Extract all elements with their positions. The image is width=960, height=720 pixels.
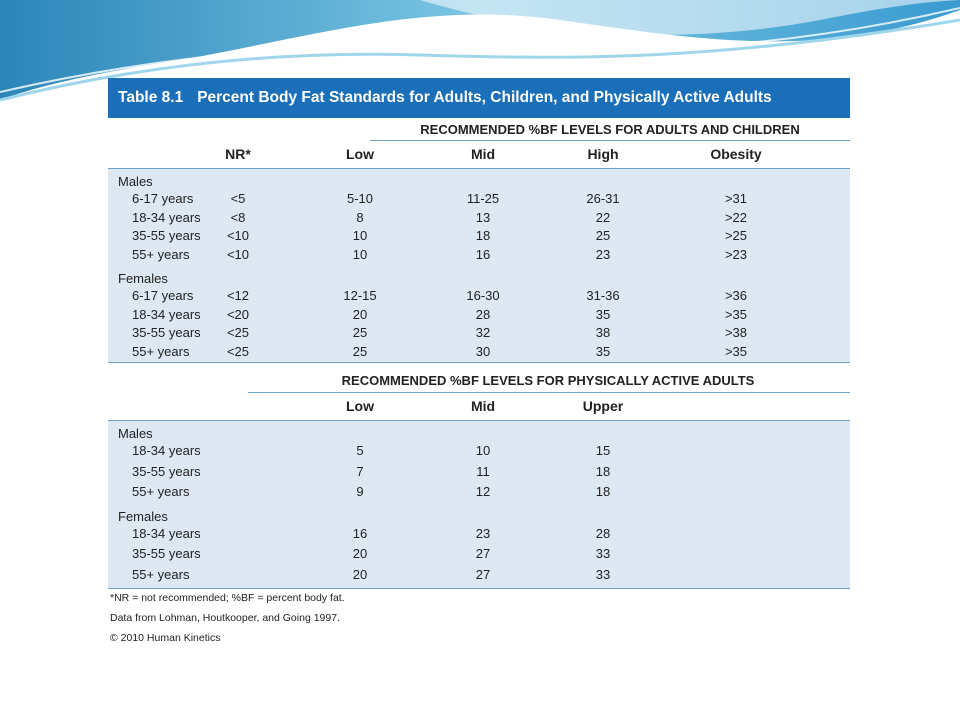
section2-cell: 9 [356, 484, 364, 499]
section1-title-rule [370, 140, 850, 141]
section1-cell: 31-36 [586, 288, 620, 303]
section1-row-label: 6-17 years [132, 191, 194, 206]
section1-cell: 35 [595, 343, 611, 359]
section1-cell: 32 [475, 325, 491, 340]
section1-cell: 10 [352, 246, 368, 262]
table-caption [108, 78, 850, 118]
section1-row-label: 55+ years [132, 246, 190, 262]
section1-cell: >22 [724, 209, 748, 225]
section2-bottom-rule [108, 588, 850, 589]
section1-cell: 23 [595, 246, 611, 262]
section2-cell: 23 [475, 525, 491, 541]
section1-cell: 16 [475, 246, 491, 262]
section1-cell: 20 [352, 306, 368, 322]
section1-cell: <20 [226, 306, 250, 322]
section2-group-label: Females [118, 508, 168, 524]
section2-cell: 12 [475, 484, 491, 499]
section1-row-label: 35-55 years [132, 228, 201, 243]
table-footnote: Data from Lohman, Houtkooper, and Going 1997. [110, 612, 340, 624]
section1-header-1: Low [346, 146, 374, 162]
section1-cell: <12 [226, 288, 250, 303]
section1-cell: 11-25 [466, 191, 500, 206]
section2-cell: 18 [595, 484, 611, 499]
table-footnote: © 2010 Human Kinetics [110, 632, 221, 644]
section1-cell: >35 [724, 306, 748, 322]
section1-cell: >38 [724, 325, 748, 340]
section1-title: RECOMMENDED %BF LEVELS FOR ADULTS AND CHILDREN [420, 122, 800, 137]
section2-cell: 18 [595, 463, 611, 479]
section2-cell: 20 [352, 546, 368, 561]
section1-row-label: 35-55 years [132, 325, 201, 340]
section1-group-label: Males [118, 174, 153, 189]
section2-cell: 27 [475, 546, 491, 561]
section1-cell: 10 [352, 228, 368, 243]
section2-cell: 11 [476, 463, 490, 479]
section1-row-label: 6-17 years [132, 288, 194, 303]
section1-cell: 30 [475, 343, 491, 359]
section1-cell: >23 [724, 246, 748, 262]
section2-header-1: Mid [470, 398, 496, 414]
section2-cell: 15 [595, 443, 611, 458]
section1-bottom-rule [108, 362, 850, 363]
section1-group-label: Females [118, 271, 168, 286]
section1-row-label: 18-34 years [132, 209, 201, 225]
section2-header-0: Low [346, 398, 374, 414]
section2-row-label: 55+ years [132, 484, 190, 499]
section1-cell: 28 [475, 306, 491, 322]
section1-header-3: High [587, 146, 619, 162]
section1-cell: >36 [724, 288, 748, 303]
section1-cell: 25 [352, 325, 368, 340]
section2-cell: 7 [356, 463, 364, 479]
slide-title: Ta [52, 129, 103, 182]
section2-row-label: 55+ years [132, 566, 190, 582]
section2-title: RECOMMENDED %BF LEVELS FOR PHYSICALLY ACTIVE ADULTS [341, 373, 755, 388]
section2-cell: 33 [595, 546, 611, 561]
section2-row-label: 18-34 years [132, 443, 201, 458]
section1-cell: 5-10 [346, 191, 374, 206]
section2-header-2: Upper [582, 398, 624, 414]
section2-cell: 10 [475, 443, 491, 458]
section1-header-0: NR* [225, 146, 251, 162]
section1-cell: <25 [226, 343, 250, 359]
section1-cell: <8 [230, 209, 246, 225]
section1-cell: 13 [475, 209, 491, 225]
table-number: Table 8.1 [118, 89, 184, 106]
section2-cell: 16 [352, 525, 368, 541]
section1-header-2: Mid [470, 146, 496, 162]
section1-cell: 25 [352, 343, 368, 359]
section1-cell: >31 [724, 191, 748, 206]
section2-title-rule [248, 392, 850, 393]
section1-cell: <10 [226, 246, 250, 262]
section1-cell: 35 [595, 306, 611, 322]
section2-row-label: 18-34 years [132, 525, 201, 541]
section1-cell: 25 [595, 228, 611, 243]
section2-row-label: 35-55 years [132, 463, 201, 479]
section2-cell: 20 [352, 566, 368, 582]
section1-cell: 26-31 [586, 191, 620, 206]
section1-cell: >35 [724, 343, 748, 359]
section2-group-label: Males [118, 426, 153, 441]
section1-cell: <25 [226, 325, 250, 340]
section1-cell: 22 [595, 209, 611, 225]
table-footnote: *NR = not recommended; %BF = percent body fat. [110, 592, 345, 604]
section1-cell: <5 [230, 191, 246, 206]
section1-cell: 8 [356, 209, 364, 225]
section1-row-label: 55+ years [132, 343, 190, 359]
section1-cell: <10 [226, 228, 250, 243]
section1-cell: 38 [595, 325, 611, 340]
section2-cell: 33 [595, 566, 611, 582]
section1-header-4: Obesity [710, 146, 762, 162]
section2-cell: 5 [356, 443, 364, 458]
section1-cell: 12-15 [343, 288, 377, 303]
section2-cell: 27 [475, 566, 491, 582]
section1-row-label: 18-34 years [132, 306, 201, 322]
table-caption-text: Percent Body Fat Standards for Adults, Children, and Physically Active Adults [197, 89, 772, 106]
section2-cell: 28 [595, 525, 611, 541]
section1-cell: 16-30 [466, 288, 500, 303]
body-fat-table [108, 78, 850, 648]
section1-cell: >25 [724, 228, 748, 243]
section2-row-label: 35-55 years [132, 546, 201, 561]
section1-cell: 18 [475, 228, 491, 243]
